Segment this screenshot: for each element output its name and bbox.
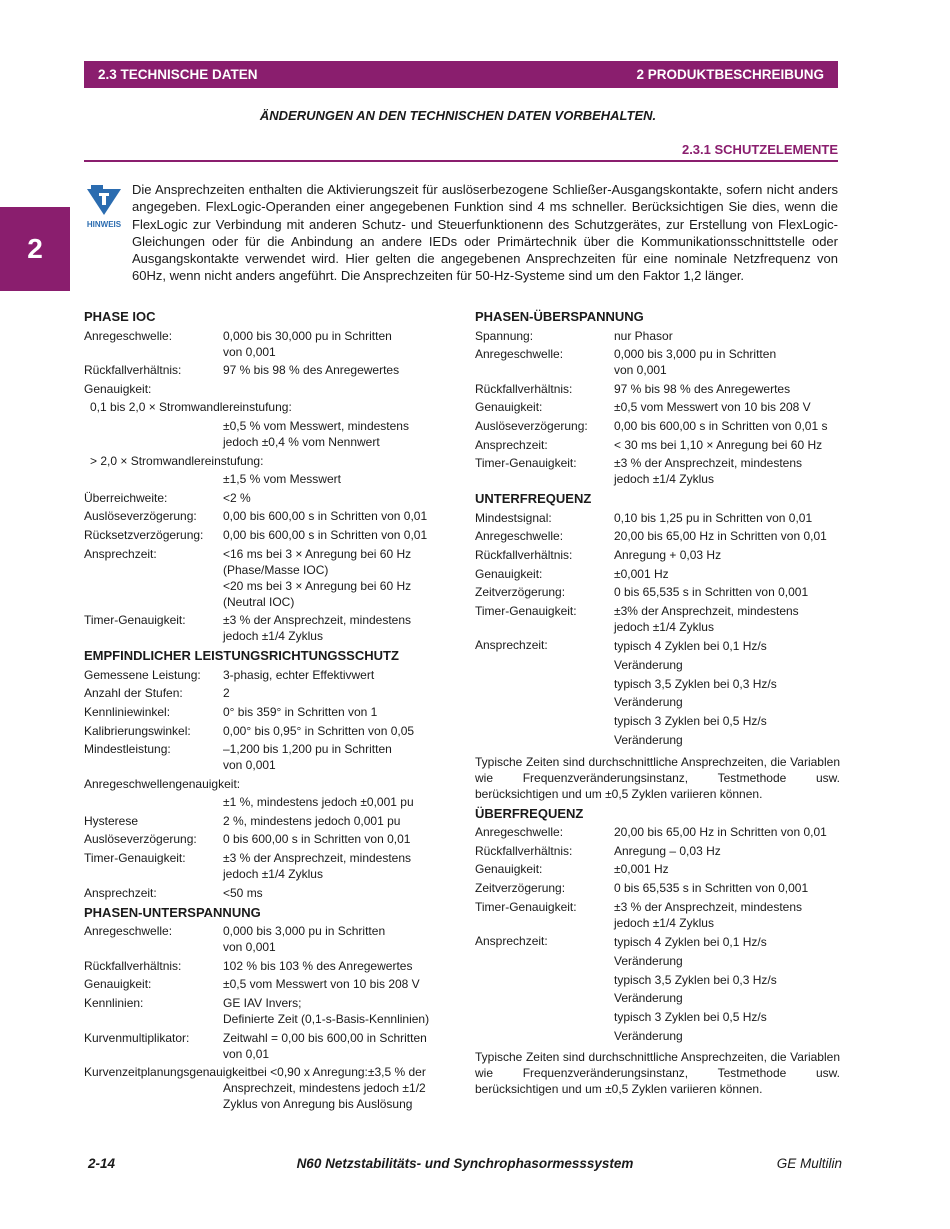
spec-row: Kennliniewinkel: 0° bis 359° in Schritten von 1	[84, 704, 378, 719]
spec-row: Ansprechzeit: <50 ms	[84, 885, 263, 900]
right-column	[475, 309, 840, 1101]
spec-row: Genauigkeit: ±0,5 vom Messwert von 10 bis 208 V	[84, 977, 420, 992]
document-title: N60 Netzstabilitäts- und Synchrophasormesssystem	[296, 1156, 634, 1171]
brand-name: GE Multilin	[776, 1156, 842, 1171]
running-header	[84, 61, 838, 88]
underfrequency-section	[475, 491, 840, 801]
spec-row: Timer-Genauigkeit: ±3 % der Ansprechzeit, mindestens jedoch ±1/4 Zyklus	[475, 899, 803, 930]
svg-text:HINWEIS: HINWEIS	[86, 220, 122, 229]
spec-row: ±1,5 % vom Messwert	[223, 472, 341, 487]
spec-subrange: Anregeschwellengenauigkeit:	[84, 776, 241, 791]
spec-row: Auslöseverzögerung: 0 bis 600,00 s in Schritten von 0,01	[84, 832, 411, 847]
spec-subrange: 0,1 bis 2,0 × Stromwandlereinstufung:	[90, 400, 292, 415]
spec-row: Rückfallverhältnis: 97 % bis 98 % des Anregewertes	[475, 381, 791, 396]
spec-row: Anregeschwelle: 20,00 bis 65,00 Hz in Schritten von 0,01	[475, 529, 827, 544]
spec-row: Anregeschwelle: 0,000 bis 3,000 pu in Schritten von 0,001	[84, 924, 386, 955]
left-column	[84, 309, 456, 1116]
spec-row: Anregeschwelle: 0,000 bis 3,000 pu in Schritten von 0,001	[475, 347, 777, 378]
spec-row: Überreichweite: <2 %	[84, 490, 251, 505]
spec-row: Hysterese 2 %, mindestens jedoch 0,001 pu	[84, 813, 401, 828]
spec-row: Kennlinien: GE IAV Invers; Definierte Zeit (0,1-s-Basis-Kennlinien)	[84, 996, 430, 1027]
spec-row: Ansprechzeit: <16 ms bei 3 × Anregung bei 60 Hz (Phase/Masse IOC) <20 ms bei 3 × Anregung bei 60 Hz (Neutral IOC)	[84, 546, 412, 609]
spec-row: Auslöseverzögerung: 0,00 bis 600,00 s in Schritten von 0,01 s	[475, 418, 828, 433]
spec-row: Zeitverzögerung: 0 bis 65,535 s in Schritten von 0,001	[475, 880, 809, 895]
header-chapter: 2 PRODUKTBESCHREIBUNG	[636, 67, 824, 82]
spec-row: Anregeschwelle: 0,000 bis 30,000 pu in Schritten von 0,001	[84, 328, 392, 359]
sensitive-directional-power-section	[84, 648, 456, 901]
spec-row: Rückfallverhältnis: Anregung – 0,03 Hz	[475, 843, 721, 858]
section-heading: PHASE IOC	[84, 309, 156, 324]
spec-row: Gemessene Leistung: 3-phasig, echter Effektivwert	[84, 667, 375, 682]
spec-subrange: Kurvenzeitplanungsgenauigkeitbei <0,90 x Anregung:±3,5 % der	[84, 1065, 426, 1080]
spec-row: Timer-Genauigkeit: ±3% der Ansprechzeit, mindestens jedoch ±1/4 Zyklus	[475, 603, 799, 634]
spec-row: Ansprechzeit, mindestens jedoch ±1/2 Zyklus von Anregung bis Auslösung	[223, 1081, 426, 1112]
spec-row: Genauigkeit:	[84, 381, 152, 396]
spec-row: Rückfallverhältnis: 97 % bis 98 % des Anregewertes	[84, 363, 400, 378]
spec-row: Rücksetzverzögerung: 0,00 bis 600,00 s in Schritten von 0,01	[84, 527, 428, 542]
spec-row: Auslöseverzögerung: 0,00 bis 600,00 s in Schritten von 0,01	[84, 509, 428, 524]
spec-row: Genauigkeit: ±0,001 Hz	[475, 862, 669, 877]
spec-row: Ansprechzeit: typisch 4 Zyklen bei 0,1 Hz/s Veränderung typisch 3,5 Zyklen bei 0,3 Hz/s Veränderung typisch 3 Zyklen bei 0,5 Hz/s Veränderung	[475, 638, 777, 747]
spec-row: Timer-Genauigkeit: ±3 % der Ansprechzeit, mindestens jedoch ±1/4 Zyklus	[84, 851, 412, 882]
overfrequency-section	[475, 806, 840, 1098]
page-number: 2-14	[88, 1156, 116, 1171]
section-heading: ÜBERFREQUENZ	[475, 805, 584, 821]
spec-row: Kalibrierungswinkel: 0,00° bis 0,95° in Schritten von 0,05	[84, 723, 415, 738]
phase-ioc-section	[84, 309, 456, 644]
chapter-tab: 2	[0, 207, 70, 291]
spec-row: Ansprechzeit: < 30 ms bei 1,10 × Anregung bei 60 Hz	[475, 437, 823, 452]
spec-row: Genauigkeit: ±0,001 Hz	[475, 566, 669, 581]
section-heading: UNTERFREQUENZ	[475, 491, 592, 507]
header-section: 2.3 TECHNISCHE DATEN	[98, 67, 258, 82]
footnote-text: Typische Zeiten sind durchschnittliche Ansprechzeiten, die Variablen wie Frequenzveränderungsinstanz, Testmethode usw. berücksichtigen und um ±0,5 Zyklen variieren können.	[475, 1050, 840, 1097]
hint-paragraph: Die Ansprechzeiten enthalten die Aktivierungszeit für auslöserbezogene Schließer-Ausgangskontakte, sofern nicht anders angegeben. FlexLogic-Operanden einer angegebenen Funktion sind 4 ms schneller. Berücksichtigen Sie dies, wenn die FlexLogic zur Verbindung mit anderen Schutz- und Steuerfunktionenn des Schutzgerätes, zur Erstellung von FlexLogic-Gleichungen oder für die Anbindung an andere IEDs oder Primärtechnik über die Kommunikationsschnittstelle oder Ausgangskontakte verwendet wird. Hier gelten die angegebenen Ansprechzeiten für eine nominale Netzfrequenz von 60Hz, wenn nicht anders angeführt. Die Ansprechzeiten für 50-Hz-Systeme sind um den Faktor 1,2 länger.	[132, 182, 838, 284]
section-heading: EMPFINDLICHER LEISTUNGSRICHTUNGSSCHUTZ	[84, 648, 399, 664]
spec-row: Zeitverzögerung: 0 bis 65,535 s in Schritten von 0,001	[475, 585, 809, 600]
spec-row: Rückfallverhältnis: 102 % bis 103 % des Anregewertes	[84, 958, 413, 973]
section-heading: PHASEN-UNTERSPANNUNG	[84, 904, 261, 920]
hint-icon	[84, 183, 124, 229]
spec-row: Anzahl der Stufen: 2	[84, 686, 230, 701]
spec-row: Kurvenmultiplikator: Zeitwahl = 0,00 bis 600,00 in Schritten von 0,01	[84, 1030, 427, 1061]
spec-row: Genauigkeit: ±0,5 vom Messwert von 10 bis 208 V	[475, 400, 811, 415]
footnote-text: Typische Zeiten sind durchschnittliche Ansprechzeiten, die Variablen wie Frequenzveränderungsinstanz, Testmethode usw. berücksichtigen und um ±0,5 Zyklen variieren können.	[475, 754, 840, 801]
spec-row: ±0,5 % vom Messwert, mindestens jedoch ±0,4 % vom Nennwert	[223, 418, 409, 449]
spec-row: Spannung: nur Phasor	[475, 328, 673, 343]
spec-row: Timer-Genauigkeit: ±3 % der Ansprechzeit, mindestens jedoch ±1/4 Zyklus	[475, 456, 803, 487]
phase-overvoltage-section	[475, 309, 840, 487]
spec-row: Mindestsignal: 0,10 bis 1,25 pu in Schritten von 0,01	[475, 510, 813, 525]
spec-subrange: > 2,0 × Stromwandlereinstufung:	[90, 453, 264, 468]
section-title: 2.3.1 SCHUTZELEMENTE	[681, 142, 838, 157]
spec-row: Ansprechzeit: typisch 4 Zyklen bei 0,1 Hz/s Veränderung typisch 3,5 Zyklen bei 0,3 Hz/s Veränderung typisch 3 Zyklen bei 0,5 Hz/s Veränderung	[475, 934, 777, 1043]
notice-text: ÄNDERUNGEN AN DEN TECHNISCHEN DATEN VORBEHALTEN.	[259, 108, 657, 123]
section-divider	[84, 160, 838, 162]
spec-row: Rückfallverhältnis: Anregung + 0,03 Hz	[475, 547, 722, 562]
phase-undervoltage-section	[84, 905, 456, 1113]
spec-row: ±1 %, mindestens jedoch ±0,001 pu	[223, 795, 414, 810]
spec-row: Timer-Genauigkeit: ±3 % der Ansprechzeit, mindestens jedoch ±1/4 Zyklus	[84, 613, 412, 644]
spec-row: Mindestleistung: –1,200 bis 1,200 pu in Schritten von 0,001	[84, 742, 392, 773]
spec-row: Anregeschwelle: 20,00 bis 65,00 Hz in Schritten von 0,01	[475, 825, 827, 840]
section-heading: PHASEN-ÜBERSPANNUNG	[475, 309, 644, 324]
